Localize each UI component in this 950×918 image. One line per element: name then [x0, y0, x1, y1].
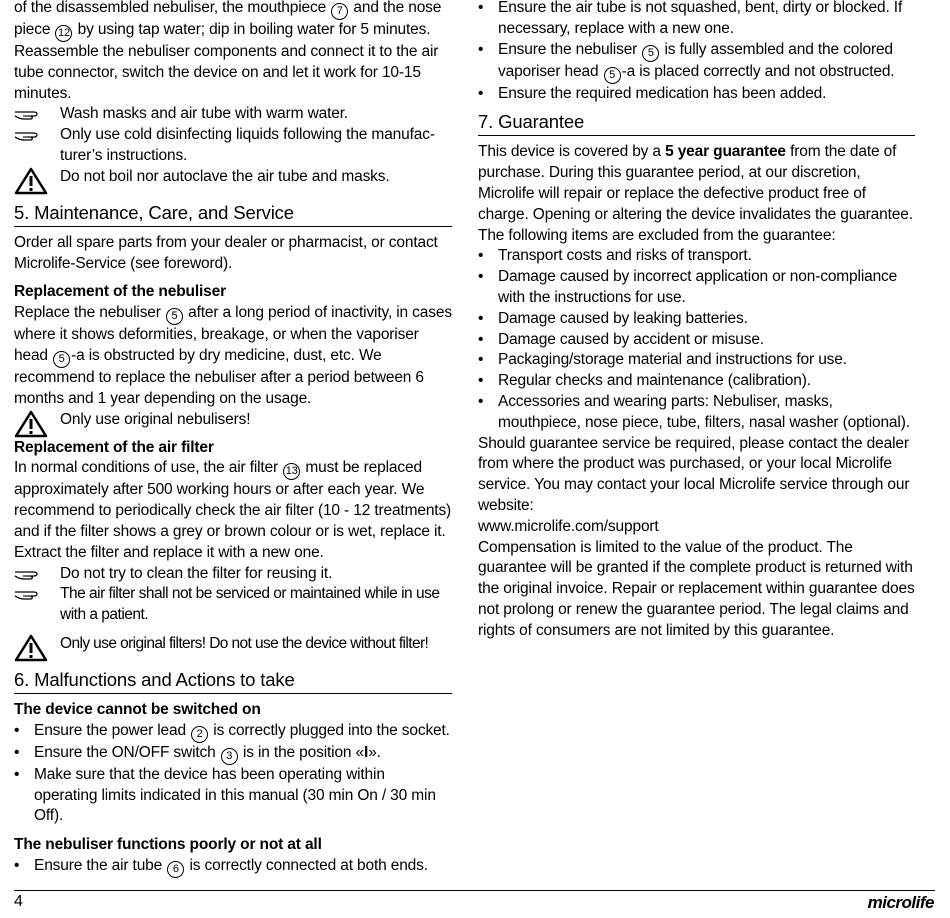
warning-triangle-icon: [14, 410, 60, 438]
note-no-service-in-use: The air filter shall not be serviced or maintained while in use with a patient.: [14, 584, 452, 626]
list-item: • Regular checks and maintenance (calibration).: [478, 372, 811, 390]
ref-marker: 5: [53, 351, 70, 368]
section-5-intro: Order all spare parts from your dealer or pharmacist, or contact Microlife-Service (see foreword).: [14, 233, 438, 272]
ref-marker: 5: [166, 308, 183, 325]
nebuliser-replacement-heading: Replacement of the nebuliser: [14, 283, 226, 301]
pointing-hand-icon: [14, 584, 60, 602]
list-item: • Ensure the ON/OFF switch 3 is in the position «I».: [14, 743, 452, 765]
section-6-title: 6. Malfunctions and Actions to take: [14, 669, 452, 694]
functions-poorly-heading: The nebuliser functions poorly or not at all: [14, 836, 322, 854]
section-5-title: 5. Maintenance, Care, and Service: [14, 202, 452, 227]
brand-logo: microlife: [867, 893, 934, 912]
right-column: [478, 0, 915, 642]
ref-marker: 7: [331, 3, 348, 20]
ref-marker: 5: [642, 45, 659, 62]
list-item: • Ensure the required medication has been added.: [478, 84, 827, 102]
section-7-title: 7. Guarantee: [478, 111, 915, 136]
list-item: • Ensure the nebuliser 5 is fully assembled and the colored vaporiser head 5 -a is placed correctly and not obstructed.: [478, 40, 915, 84]
warning-triangle-icon: [14, 167, 60, 195]
warning-original-nebulisers: Only use original nebulisers!: [14, 410, 452, 438]
warning-boil: Do not boil nor autoclave the air tube and masks.: [14, 167, 452, 195]
list-item: • Accessories and wearing parts: Nebuliser, masks, mouthpiece, nose piece, tube, filters, nasal washer (optional).: [478, 392, 910, 431]
ref-marker: 12: [55, 25, 72, 42]
list-item: • Damage caused by incorrect application or non-compliance with the instructions for use.: [478, 268, 898, 306]
pointing-hand-icon: [14, 125, 60, 143]
nebuliser-replacement-text: Replace the nebuliser 5 after a long period of inactivity, in cases where it shows deformities, breakage, or when the vaporiser head 5 -a is obstructed by dry medicine, dust, etc. We recommend to replace the nebuliser after a period between 6 months and 1 year depending on the usage.: [14, 304, 452, 407]
pointing-hand-icon: [14, 104, 60, 122]
note-cold-liquids: Only use cold disinfecting liquids following the manufac-turer’s instructions.: [14, 125, 452, 167]
note-wash: Wash masks and air tube with warm water.: [14, 104, 452, 125]
list-item: • Ensure the air tube 6 is correctly connected at both ends.: [14, 856, 452, 878]
list-item: • Packaging/storage material and instructions for use.: [478, 351, 847, 369]
list-item: • Transport costs and risks of transport.: [478, 247, 752, 265]
ref-marker: 3: [221, 748, 238, 765]
guarantee-intro: This device is covered by a 5 year guarantee from the date of purchase. During this guarantee period, at our discretion, Microlife will repair or replace the defective product free of charge. Opening or altering the device invalidates the guarantee.: [478, 143, 913, 223]
ref-marker: 6: [167, 861, 184, 878]
guarantee-compensation-text: Compensation is limited to the value of the product. The guarantee will be granted if the complete product is returned with the original invoice. Repair or replacement within guarantee does not prolong or renew the guarantee period. The legal claims and rights of consumers are not limited by this guarantee.: [478, 538, 915, 639]
note-no-cleaning: Do not try to clean the filter for reusing it.: [14, 564, 452, 585]
list-item: • Make sure that the device has been operating within operating limits indicated in this manual (30 min On / 30 min Off).: [14, 765, 436, 825]
ref-marker: 5: [604, 67, 621, 84]
guarantee-exclusions-intro: The following items are excluded from the guarantee:: [478, 226, 836, 244]
ref-marker: 13: [283, 463, 300, 480]
warning-original-filters: Only use original filters! Do not use the device without filter!: [14, 634, 452, 662]
guarantee-service-text: Should guarantee service be required, please contact the dealer from where the product was purchased, or your local Microlife service. You may contact your local Microlife service through our website:: [478, 434, 910, 514]
cannot-switch-on-heading: The device cannot be switched on: [14, 700, 261, 718]
warning-triangle-icon: [14, 634, 60, 662]
pointing-hand-icon: [14, 564, 60, 582]
list-item: • Damage caused by leaking batteries.: [478, 309, 748, 327]
air-filter-replacement-heading: Replacement of the air filter: [14, 438, 214, 456]
page-number: 4: [14, 893, 23, 910]
air-filter-replacement-text: In normal conditions of use, the air filter 13 must be replaced approximately after 500 working hours or after each year. We recommend to periodically check the air filter (10 - 12 treatments) and if the filter shows a grey or brown colour or is wet, replace it. Extract the filter and replace it with a new one.: [14, 459, 452, 561]
guarantee-exclusions-list: [478, 246, 915, 433]
footer-divider: [14, 890, 935, 891]
list-item: • Damage caused by accident or misuse.: [478, 330, 764, 348]
list-item: • Ensure the air tube is not squashed, bent, dirty or blocked. If necessary, replace with a new one.: [478, 0, 903, 37]
list-item: • Ensure the power lead 2 is correctly plugged into the socket.: [14, 721, 452, 743]
support-url: www.microlife.com/support: [478, 517, 659, 535]
left-column: [14, 0, 452, 878]
cleaning-continuation: of the disassembled nebuliser, the mouthpiece 7 and the nose piece 12 by using tap water; dip in boiling water for 5 minutes. Reassemble the nebuliser components and connect it to the air tube connector, switch the device on and let it work for 10-15 minutes.: [14, 0, 442, 102]
ref-marker: 2: [191, 726, 208, 743]
